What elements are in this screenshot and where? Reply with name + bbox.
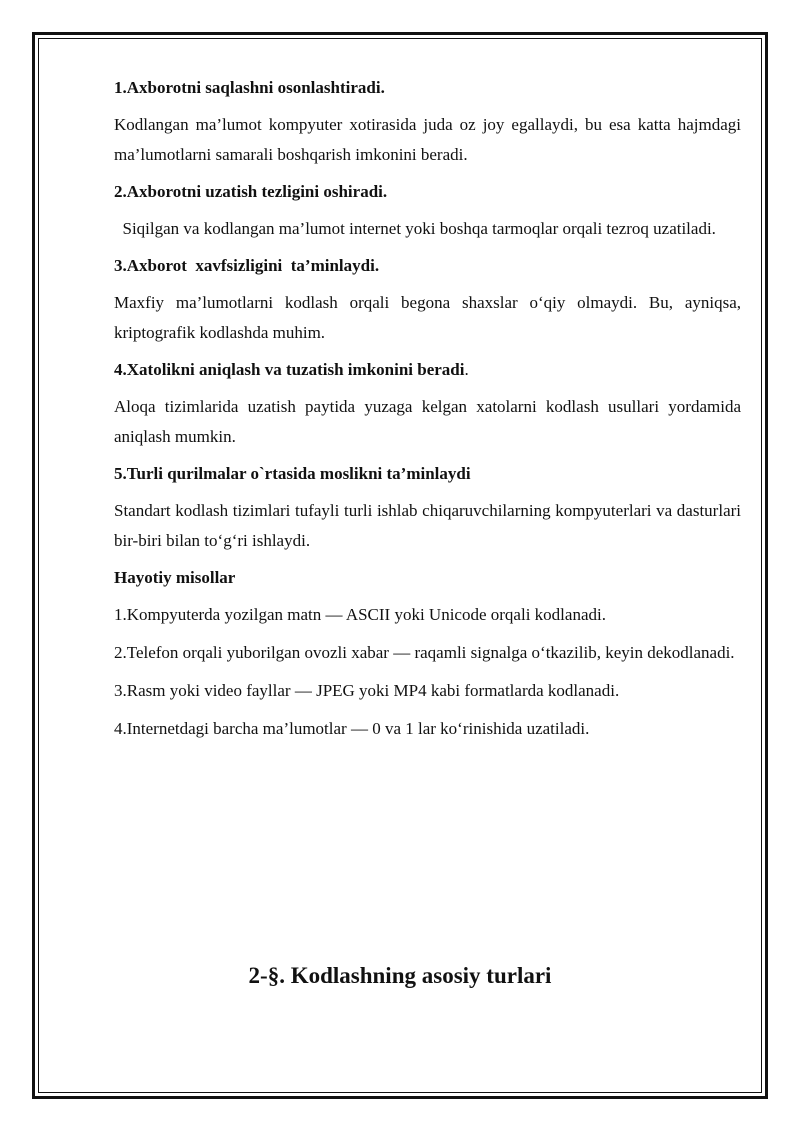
point-1-heading: 1.Axborotni saqlashni osonlashtiradi. bbox=[114, 78, 385, 97]
point-5-heading: 5.Turli qurilmalar o`rtasida moslikni ta’minlaydi bbox=[114, 464, 471, 483]
point-4-text: Aloqa tizimlarida uzatish paytida yuzaga kelgan xatolarni kodlash usullari yordamida aniqlash mumkin. bbox=[114, 397, 741, 446]
document-body bbox=[114, 74, 741, 744]
point-2-heading: 2.Axborotni uzatish tezligini oshiradi. bbox=[114, 182, 388, 201]
section-title: 2-§. Kodlashning asosiy turlari bbox=[248, 963, 552, 988]
point-3-text: Maxfiy ma’lumotlarni kodlash orqali begona shaxslar o‘qiy olmaydi. Bu, ayniqsa, kriptografik kodlashda muhim. bbox=[114, 293, 741, 342]
point-4-heading: 4.Xatolikni aniqlash va tuzatish imkonini beradi. bbox=[114, 360, 469, 379]
example-item-4: 4.Internetdagi barcha ma’lumotlar — 0 va 1 lar ko‘rinishida uzatiladi. bbox=[114, 719, 590, 738]
point-2-text: Siqilgan va kodlangan ma’lumot internet yoki boshqa tarmoqlar orqali tezroq uzatiladi. bbox=[114, 219, 716, 238]
examples-heading: Hayotiy misollar bbox=[114, 568, 236, 587]
point-1-text: Kodlangan ma’lumot kompyuter xotirasida juda oz joy egallaydi, bu esa katta hajmdagi ma’lumotlarni samarali boshqarish imkonini beradi. bbox=[114, 115, 741, 164]
example-item-1: 1.Kompyuterda yozilgan matn — ASCII yoki Unicode orqali kodlanadi. bbox=[114, 605, 606, 624]
example-item-2: 2.Telefon orqali yuborilgan ovozli xabar — raqamli signalga o‘tkazilib, keyin dekodlanadi. bbox=[114, 643, 735, 662]
point-3-heading: 3.Axborot xavfsizligini ta’minlaydi. bbox=[114, 256, 380, 275]
point-5-text: Standart kodlash tizimlari tufayli turli ishlab chiqaruvchilarning kompyuterlari va dasturlari bir-biri bilan to‘g‘ri ishlaydi. bbox=[114, 501, 741, 550]
example-item-3: 3.Rasm yoki video fayllar — JPEG yoki MP4 kabi formatlarda kodlanadi. bbox=[114, 681, 620, 700]
